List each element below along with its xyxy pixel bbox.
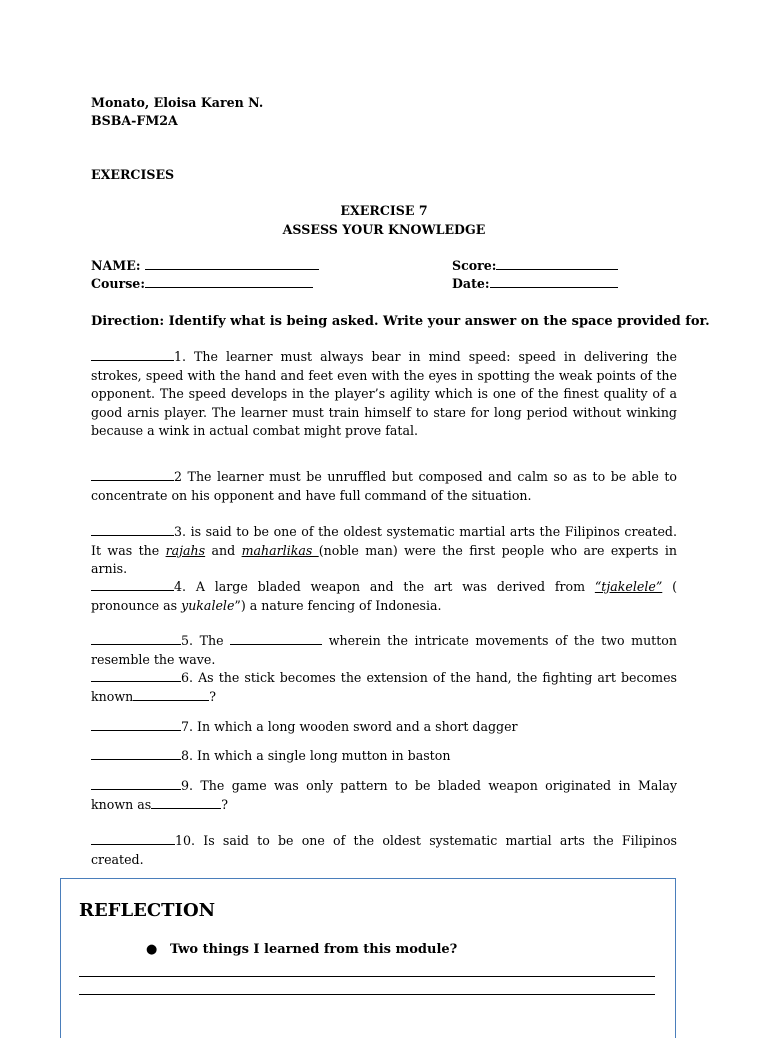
answer-blank-7[interactable] [91,718,181,731]
question-9 [91,777,677,814]
course-blank[interactable] [145,275,313,288]
inline-blank-6[interactable] [133,688,209,701]
question-4-mid: ( pronounce as [91,579,677,613]
student-section: BSBA-FM2A [91,113,178,128]
exercises-heading: EXERCISES [91,167,175,182]
question-9-text: 9. The game was only pattern to be bladed weapon originated in Malay known as [91,778,677,812]
name-blank[interactable] [145,257,319,270]
name-field[interactable] [91,257,319,275]
question-4-end: ”) a nature fencing of Indonesia. [234,597,442,613]
name-label: NAME: [91,258,141,273]
term-tjakelele: “tjakelele” [594,579,663,594]
reflection-answer-line[interactable] [79,976,655,977]
course-label: Course: [91,276,145,291]
question-5-text: 5. The [181,633,231,648]
question-6-text: 6. As the stick becomes the extension of the hand, the fighting art becomes known [91,670,677,704]
answer-blank-2[interactable] [91,468,174,481]
question-1-text: 1. The learner must always bear in mind speed: speed in delivering the strokes, speed with the hand and feet even with the eyes in spotting the weak points of the opponent. The speed develops in the player’s agility which is one of the finest quality of a good arnis player. The learner must train himself to stare for long period without winking because a wink in actual combat might prove fatal. [91,349,677,438]
question-3 [91,523,677,579]
exercise-subtitle: ASSESS YOUR KNOWLEDGE [282,222,486,237]
question-7 [91,718,677,737]
bullet-icon: ● [146,942,158,957]
question-10-text: 10. Is said to be one of the oldest systematic martial arts the Filipinos created. [91,833,677,867]
inline-blank-9[interactable] [151,796,221,809]
direction-text: Direction: Identify what is being asked. Write your answer on the space provided for. [91,314,710,329]
question-6-end: ? [209,688,216,704]
question-2-text: 2 The learner must be unruffled but composed and calm so as to be able to concentrate on his opponent and have full command of the situation. [91,469,677,503]
answer-blank-9[interactable] [91,777,181,790]
student-name: Monato, Eloisa Karen N. [91,95,264,110]
term-maharlikas: maharlikas [241,542,319,558]
question-6 [91,669,677,706]
term-rajahs: rajahs [165,542,206,558]
date-blank[interactable] [490,275,618,288]
question-10 [91,832,677,869]
term-yukalele: yukalele [181,597,235,613]
reflection-prompt-text: Two things I learned from this module? [170,942,458,957]
question-4-text: 4. A large bladed weapon and the art was derived from [174,579,595,594]
answer-blank-6[interactable] [91,669,181,682]
question-5 [91,632,677,669]
question-4 [91,578,677,615]
question-3-and: and [205,542,242,558]
question-5-end: wherein the intricate movements of the two mutton resemble the wave. [91,633,677,667]
answer-blank-10[interactable] [91,832,175,845]
question-9-end: ? [221,796,228,812]
reflection-prompt [146,941,457,959]
question-1 [91,348,677,441]
question-3-text-end: (noble man) were the first people who are experts in arnis. [91,542,677,576]
question-3-text: 3. is said to be one of the oldest systematic martial arts the Filipinos created. It was the [91,524,677,558]
score-field[interactable] [452,257,618,275]
answer-blank-8[interactable] [91,747,181,760]
date-label: Date: [452,276,490,291]
reflection-box [60,878,676,1038]
question-2 [91,468,677,505]
score-blank[interactable] [496,257,618,270]
answer-blank-1[interactable] [91,348,174,361]
score-label: Score: [452,258,497,273]
question-7-text: 7. In which a long wooden sword and a short dagger [181,719,518,734]
question-8-text: 8. In which a single long mutton in baston [181,748,451,763]
question-8 [91,747,677,766]
answer-blank-4[interactable] [91,578,174,591]
answer-blank-5[interactable] [91,632,181,645]
answer-blank-3[interactable] [91,523,174,536]
exercise-title: EXERCISE 7 [340,203,428,218]
inline-blank-5[interactable] [230,632,322,645]
date-field[interactable] [452,275,618,293]
course-field[interactable] [91,275,313,293]
reflection-answer-line[interactable] [79,994,655,995]
reflection-title: REFLECTION [79,900,216,921]
